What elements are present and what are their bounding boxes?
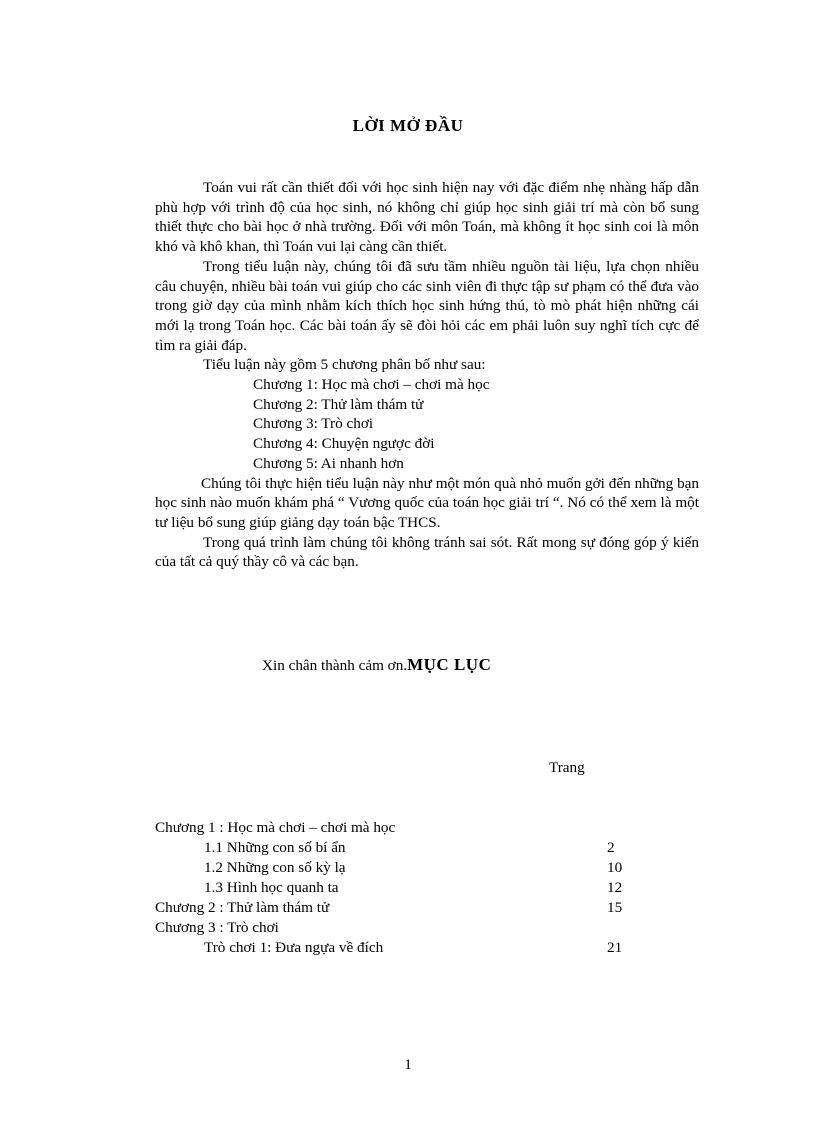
toc-entry <box>155 918 635 938</box>
toc-entry <box>155 818 635 838</box>
toc-entry <box>155 858 635 878</box>
paragraph: Trong quá trình làm chúng tôi không tránh sai sót. Rất mong sự đóng góp ý kiến của tất cả quý thầy cô và các bạn. <box>155 533 699 571</box>
toc-entry-label: 1.3 Hình học quanh ta <box>204 879 339 896</box>
introduction-body <box>155 178 699 572</box>
toc-entry-label: 1.2 Những con số kỳ lạ <box>204 859 346 876</box>
chapter-item: Chương 1: Học mà chơi – chơi mà học <box>253 376 490 394</box>
toc-entry-label: Trò chơi 1: Đưa ngựa về đích <box>204 939 384 956</box>
toc-entry <box>155 878 635 898</box>
chapter-item: Chương 3: Trò chơi <box>253 415 374 433</box>
table-of-contents <box>155 818 635 958</box>
page-title: LỜI MỞ ĐẦU <box>352 116 464 135</box>
toc-entry <box>155 838 635 858</box>
closing-line <box>262 655 491 675</box>
paragraph: Tiểu luận này gồm 5 chương phân bố như sau: <box>203 356 486 374</box>
paragraph: Toán vui rất cần thiết đối với học sinh hiện nay với đặc điểm nhẹ nhàng hấp dẫn phù hợp với trình độ của học sinh, nó không chỉ giúp học sinh giải trí mà còn bổ sung thiết thực cho bài học ở nhà trường. Đối với môn Toán, mà không ít học sinh coi là môn khó và khô khan, thì Toán vui lại càng cần thiết. <box>155 179 699 256</box>
toc-entry-label: Chương 1 : Học mà chơi – chơi mà học <box>155 819 396 836</box>
toc-entry <box>155 898 635 918</box>
chapter-item: Chương 4: Chuyện ngược đời <box>253 435 435 453</box>
toc-page-header: Trang <box>549 759 585 776</box>
toc-entry-page: 10 <box>607 859 623 876</box>
page-number: 1 <box>404 1056 412 1073</box>
chapter-item: Chương 5: Ai nhanh hơn <box>253 454 404 472</box>
toc-entry-label: 1.1 Những con số bí ẩn <box>204 839 346 856</box>
toc-entry-page: 15 <box>607 899 623 916</box>
toc-entry-page: 12 <box>607 879 623 896</box>
toc-entry-label: Chương 2 : Thử làm thám tử <box>155 899 330 916</box>
chapter-item: Chương 2: Thử làm thám tử <box>253 395 424 413</box>
chapter-list <box>253 375 699 474</box>
toc-entry-page: 2 <box>607 839 615 856</box>
paragraph: Chúng tôi thực hiện tiểu luận này như một món quà nhỏ muốn gởi đến những bạn học sinh nào muốn khám phá “ Vương quốc của toán học giải trí “. Nó có thể xem là một tư liệu bổ sung giúp giảng dạy toán bậc THCS. <box>155 474 699 531</box>
toc-title: MỤC LỤC <box>407 655 492 674</box>
toc-entry-page: 21 <box>607 939 623 956</box>
paragraph: Trong tiểu luận này, chúng tôi đã sưu tầm nhiều nguồn tài liệu, lựa chọn nhiều câu chuyện, nhiều bài toán vui giúp cho các sinh viên đi thực tập sư phạm có thể đưa vào trong giờ dạy của mình nhằm kích thích học sinh hứng thú, tò mò phát hiện những cái mới lạ trong Toán học. Các bài toán ấy sẽ đòi hỏi các em phải luôn suy nghĩ tích cực để tìm ra giải đáp. <box>155 257 699 354</box>
toc-entry <box>155 938 635 958</box>
thanks-text: Xin chân thành cảm ơn. <box>262 657 408 674</box>
toc-entry-label: Chương 3 : Trò chơi <box>155 919 279 936</box>
